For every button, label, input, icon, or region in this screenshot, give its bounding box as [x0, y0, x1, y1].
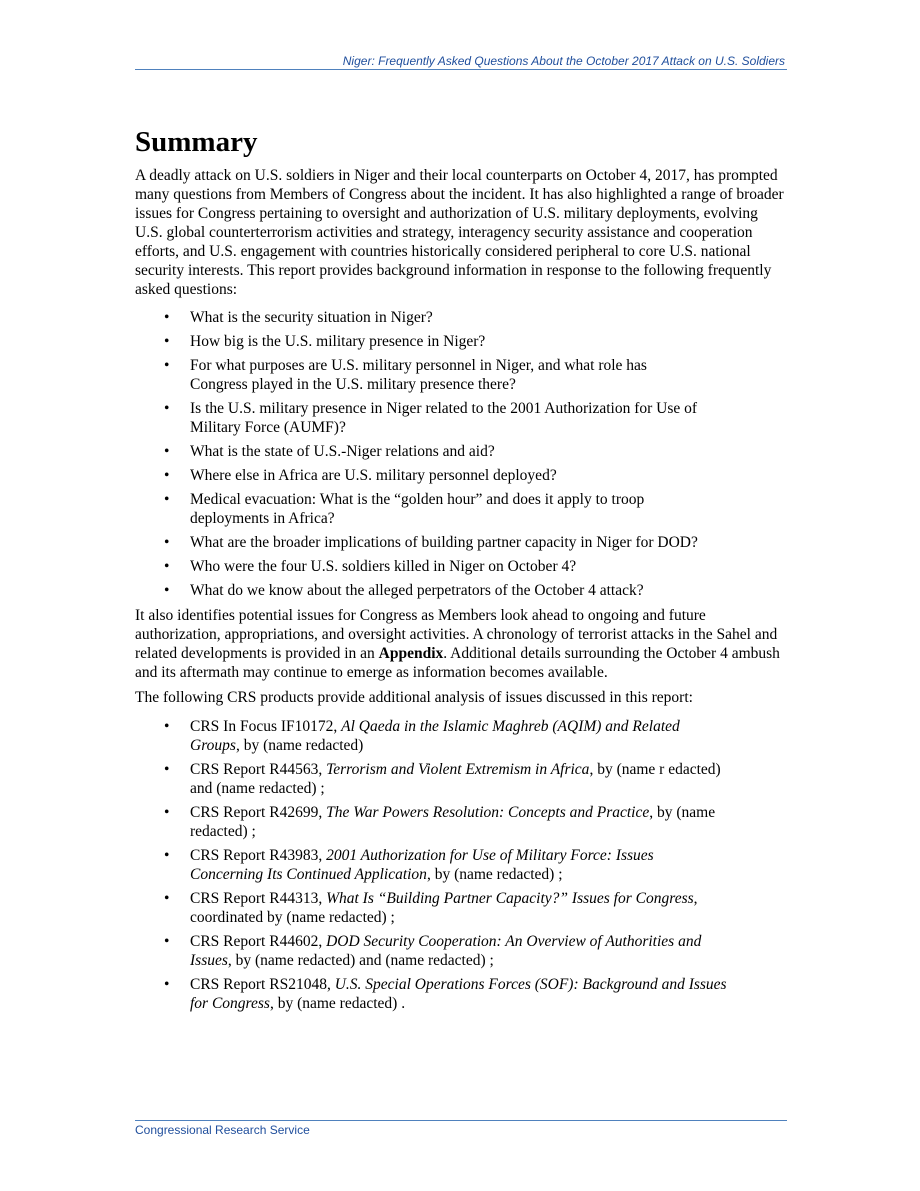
product-prefix: CRS Report RS21048, [190, 976, 335, 993]
summary-heading: Summary [135, 126, 258, 158]
product-prefix: CRS In Focus IF10172, [190, 718, 342, 735]
running-header-title: Niger: Frequently Asked Questions About the October 2017 Attack on U.S. Soldiers [342, 54, 785, 68]
product-item [190, 932, 730, 970]
issues-text-end: . Additional details surrounding the October 4 ambush and its aftermath may continue to emerge as information becomes available. [135, 645, 780, 681]
question-item: • What are the broader implications of building partner capacity in Niger for DOD? [190, 533, 700, 552]
product-item [190, 846, 730, 884]
product-suffix: , by (name redacted) ; [426, 866, 563, 883]
product-suffix: , by (name redacted) ; [190, 804, 716, 840]
question-item: • For what purposes are U.S. military personnel in Niger, and what role has Congress played in the U.S. military presence there? [190, 356, 700, 394]
product-item [190, 760, 730, 798]
products-intro: The following CRS products provide additional analysis of issues discussed in this report: [135, 689, 693, 706]
footer-rule [135, 1120, 787, 1121]
appendix-reference: Appendix [378, 645, 444, 662]
product-title: DOD Security Cooperation: An Overview of Authorities and Issues [190, 933, 702, 969]
page-content [135, 124, 787, 1019]
product-suffix: , by (name redacted) [235, 737, 364, 754]
question-item: • How big is the U.S. military presence in Niger? [190, 332, 700, 351]
question-item: • What do we know about the alleged perpetrators of the October 4 attack? [190, 581, 700, 600]
product-prefix: CRS Report R44313, [190, 890, 327, 907]
product-item [190, 889, 730, 927]
question-item: • What is the state of U.S.-Niger relations and aid? [190, 442, 700, 461]
issues-paragraph [135, 606, 787, 682]
product-item [190, 717, 730, 755]
crs-products-list [135, 717, 787, 1013]
product-title: What Is “Building Partner Capacity?” Issues for Congress [326, 890, 694, 907]
product-suffix: , by (name redacted) and (name redacted) ; [227, 952, 494, 969]
question-item: • Where else in Africa are U.S. military personnel deployed? [190, 466, 700, 485]
product-prefix: CRS Report R44563, [190, 761, 327, 778]
product-suffix: , by (name redacted) . [269, 995, 406, 1012]
product-prefix: CRS Report R43983, [190, 847, 327, 864]
questions-list [135, 308, 787, 600]
question-item: • What is the security situation in Niger? [190, 308, 700, 327]
product-title: 2001 Authorization for Use of Military Force: Issues Concerning Its Continued Application [190, 847, 654, 883]
summary-intro: A deadly attack on U.S. soldiers in Niger and their local counterparts on October 4, 2017, has prompted many questions from Members of Congress about the incident. It has also highlighted a range of broader issues for Congress pertaining to oversight and authorization of U.S. military deployments, evolving U.S. global counterterrorism activities and strategy, interagency security assistance and cooperation efforts, and U.S. engagement with countries historically considered peripheral to core U.S. national security interests. This report provides background information in response to the following frequently asked questions: [135, 167, 784, 298]
product-prefix: CRS Report R44602, [190, 933, 327, 950]
product-suffix: , by (name r edacted) and (name redacted) ; [190, 761, 721, 797]
question-item: • Is the U.S. military presence in Niger related to the 2001 Authorization for Use of Military Force (AUMF)? [190, 399, 700, 437]
footer-publisher: Congressional Research Service [135, 1123, 310, 1137]
product-title: Al Qaeda in the Islamic Maghreb (AQIM) and Related Groups [190, 718, 680, 754]
product-item [190, 803, 730, 841]
product-item [190, 975, 730, 1013]
product-title: Terrorism and Violent Extremism in Africa [326, 761, 590, 778]
product-prefix: CRS Report R42699, [190, 804, 327, 821]
header-rule [135, 69, 787, 70]
product-suffix: , coordinated by (name redacted) ; [190, 890, 698, 926]
product-title: The War Powers Resolution: Concepts and Practice [326, 804, 650, 821]
product-title: U.S. Special Operations Forces (SOF): Background and Issues for Congress [190, 976, 727, 1012]
issues-text-start: It also identifies potential issues for Congress as Members look ahead to ongoing and future authorization, appropriations, and oversight activities. A chronology of terrorist attacks in the Sahel and related developments is provided in an [135, 607, 778, 662]
question-item: • Medical evacuation: What is the “golden hour” and does it apply to troop deployments in Africa? [190, 490, 700, 528]
question-item: • Who were the four U.S. soldiers killed in Niger on October 4? [190, 557, 700, 576]
